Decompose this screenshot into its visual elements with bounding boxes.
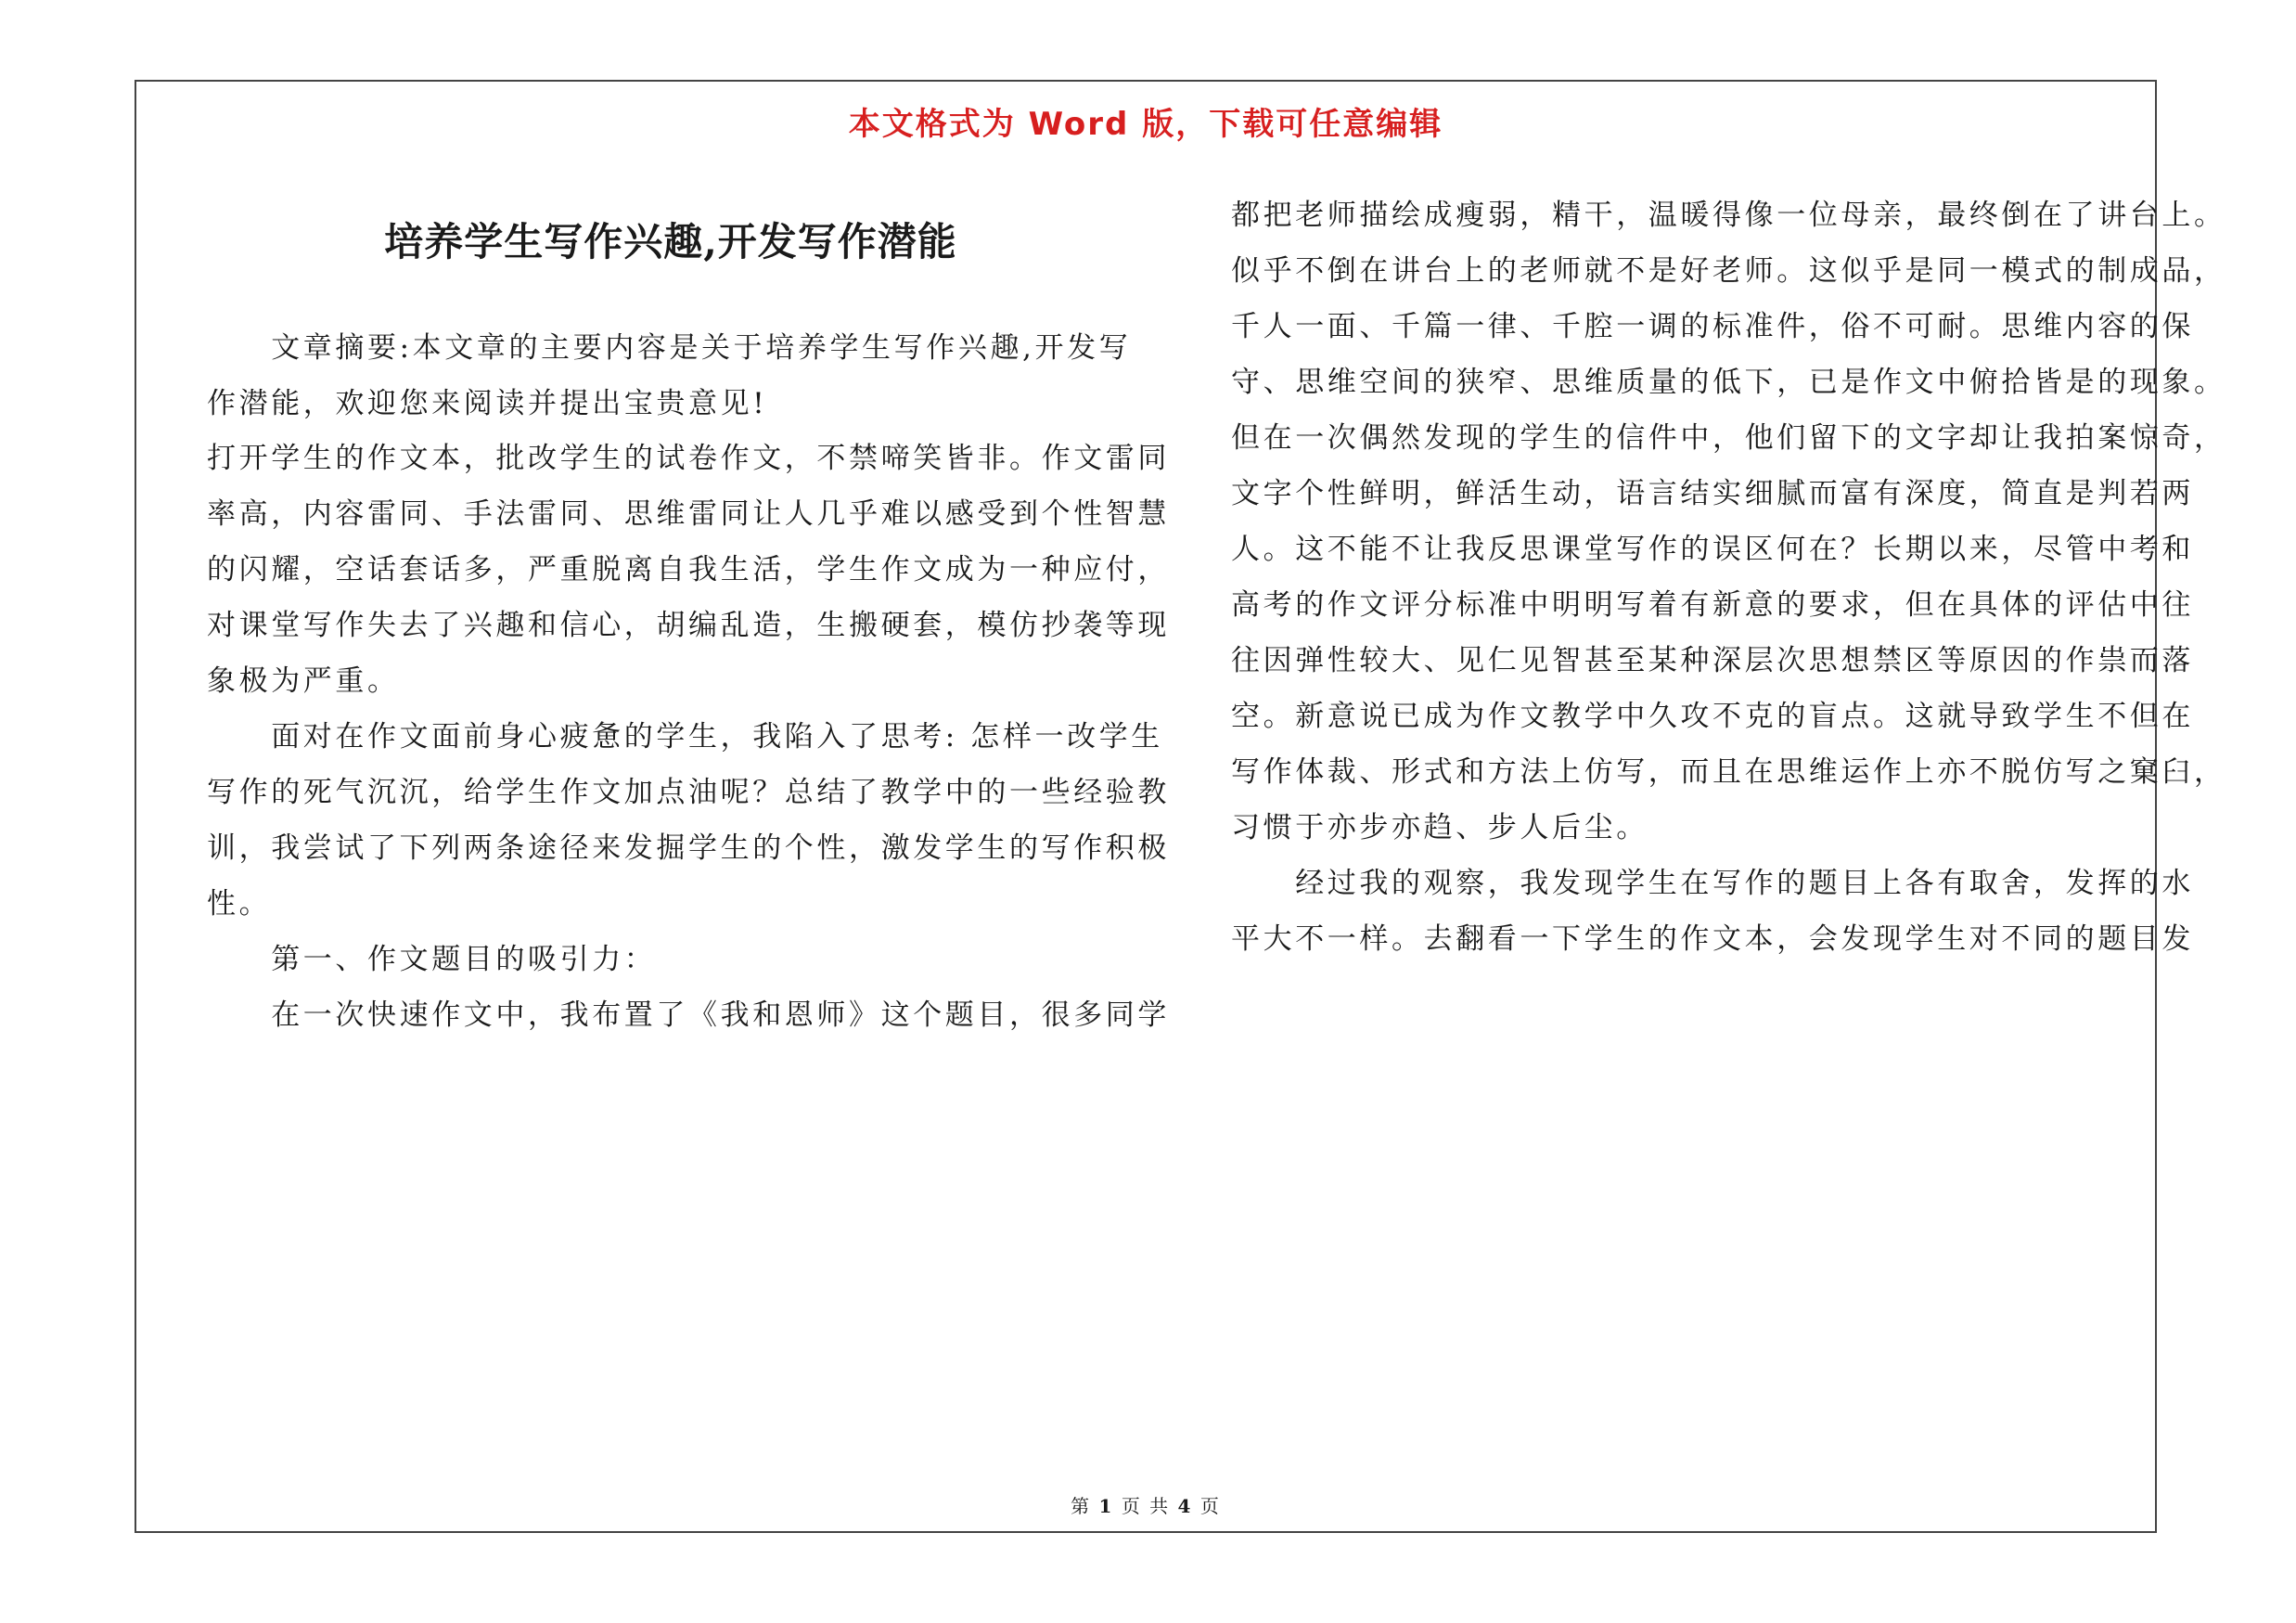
text-line: 守、思维空间的狭窄、思维质量的低下，已是作文中俯拾皆是的现象。 [1231,366,2226,399]
text-line: 训，我尝试了下列两条途径来发掘学生的个性，激发学生的写作积极 [207,831,1170,865]
text-line: 写作体裁、形式和方法上仿写，而且在思维运作上亦不脱仿写之窠臼， [1231,755,2226,789]
text-line: 对课堂写作失去了兴趣和信心，胡编乱造，生搬硬套，模仿抄袭等现 [207,609,1170,642]
text-line: 面对在作文面前身心疲惫的学生，我陷入了思考: 怎样一改学生 [207,720,1163,754]
text-line: 平大不一样。去翻看一下学生的作文本，会发现学生对不同的题目发 [1231,922,2194,956]
page-frame [135,80,2226,1533]
text-line: 性。 [207,887,272,921]
text-line: 人。这不能不让我反思课堂写作的误区何在？长期以来，尽管中考和 [1231,533,2194,566]
text-line: 率高，内容雷同、手法雷同、思维雷同让人几乎难以感受到个性智慧 [207,497,1170,531]
text-line: 高考的作文评分标准中明明写着有新意的要求，但在具体的评估中往 [1231,588,2194,622]
text-line: 文章摘要:本文章的主要内容是关于培养学生写作兴趣,开发写 [207,331,1132,365]
text-line: 空。新意说已成为作文教学中久攻不克的盲点。这就导致学生不但在 [1231,700,2194,733]
text-line: 打开学生的作文本，批改学生的试卷作文，不禁啼笑皆非。作文雷同 [207,442,1170,475]
text-line: 经过我的观察，我发现学生在写作的题目上各有取舍，发挥的水 [1231,867,2194,900]
text-line: 象极为严重。 [207,664,400,698]
text-line: 习惯于亦步亦趋、步人后尘。 [1231,811,1648,844]
text-line: 的闪耀，空话套话多，严重脱离自我生活，学生作文成为一种应付， [207,553,1170,586]
text-line: 文字个性鲜明，鲜活生动，语言结实细腻而富有深度，简直是判若两 [1231,477,2194,510]
page-number-current: 1 [1098,1495,1114,1517]
text-line: 作潜能，欢迎您来阅读并提出宝贵意见! [207,387,768,420]
page-number-prefix: 第 [1071,1495,1092,1517]
text-line: 似乎不倒在讲台上的老师就不是好老师。这似乎是同一模式的制成品， [1231,254,2226,288]
text-line: 但在一次偶然发现的学生的信件中，他们留下的文字却让我拍案惊奇， [1231,421,2226,455]
text-line: 千人一面、千篇一律、千腔一调的标准件，俗不可耐。思维内容的保 [1231,310,2194,343]
page-number-mid: 页 共 [1121,1495,1171,1517]
format-banner: 本文格式为 Word 版，下载可任意编辑 [848,106,1443,143]
text-line: 写作的死气沉沉，给学生作文加点油呢？总结了教学中的一些经验教 [207,776,1170,809]
text-line: 第一、作文题目的吸引力： [207,943,657,976]
article-title: 培养学生写作兴趣,开发写作潜能 [384,219,957,264]
page-number-total: 4 [1177,1495,1193,1517]
page-number-suffix: 页 [1199,1495,1221,1517]
text-line: 都把老师描绘成瘦弱，精干，温暖得像一位母亲，最终倒在了讲台上。 [1231,199,2226,232]
page-number [136,1491,2155,1518]
text-line: 在一次快速作文中，我布置了《我和恩师》这个题目，很多同学 [207,998,1170,1032]
text-line: 往因弹性较大、见仁见智甚至某种深层次思想禁区等原因的作祟而落 [1231,644,2194,677]
